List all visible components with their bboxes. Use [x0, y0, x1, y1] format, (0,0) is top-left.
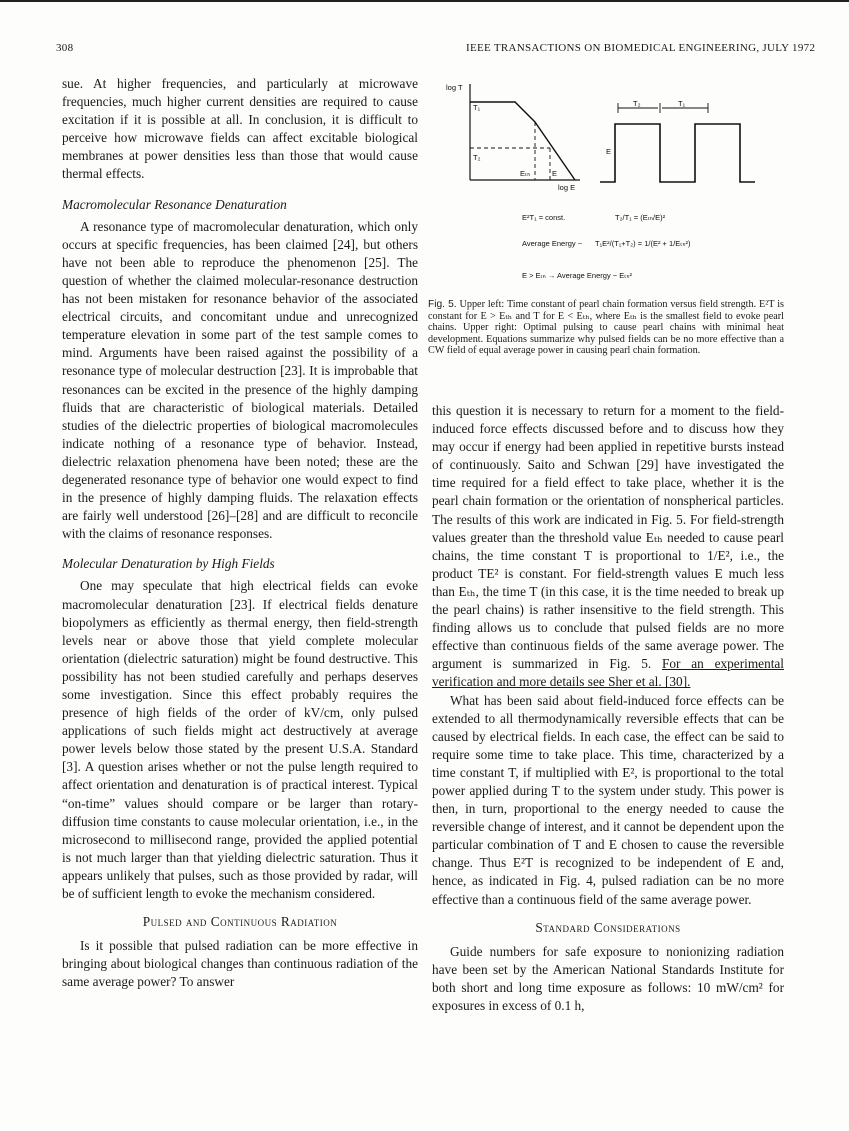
- right-column: [432, 402, 784, 1015]
- right-t1-label: T₁: [678, 99, 686, 108]
- left-plot-y-label: log T: [446, 83, 463, 92]
- figure-5-graphic: [440, 62, 790, 290]
- section-heading-resonance: Macromolecular Resonance Denaturation: [62, 196, 287, 212]
- equation-2-left: Average Energy ~: [522, 239, 583, 248]
- left-paragraph-1: sue. At higher frequencies, and particularly at microwave frequencies, much higher current densities are required to cause excitation if it is possible at all. In conclusion, it is difficult to perceive how microwave fields can affect excitable biological membranes at power densities less than those that would cause thermal effects.: [62, 76, 418, 182]
- top-border-rule: [0, 0, 849, 2]
- right-paragraph-1-text: this question it is necessary to return for a moment to the field-induced force effects discussed before and to discuss how they may occur if energy had been applied in repetitive bursts instead of continuously. Saito and Schwan [29] have investigated the time required for a field effect to take place, whether it is the pearl chain formation or the orientation of nonspherical particles. The results of this work are indicated in Fig. 5. For field-strength values greater than the threshold value Eₜₕ needed to cause pearl chains, the time constant T is proportional to 1/E², i.e., the product TE² is constant. For field-strength values E much less than Eₜₕ, the time T (in this case, it is the time needed to break up the pearl chains) is rather insensitive to the field strength. This finding allows us to conclude that pulsed fields are no more effective than continuous fields of the same average power. The argument is summarized in Fig. 5.: [432, 403, 784, 672]
- right-paragraph-2: What has been said about field-induced force effects can be extended to all thermodynamically reversible effects that can be caused by electrical fields. In each case, the effect can be said to require some time to take place. This time, characterized by a time constant T, if multiplied with E², is proportional to the total power applied during T to the system under study. This power is then, in turn, proportional to the energy needed to cause the reversible change of interest, and it cannot be dependent upon the particular combination of T and E chosen to cause the reversible change. Thus E²T is recognized to be independent of E and, hence, as indicated in Fig. 4, pulsed radiation can be no more effective than a continuous field of the same average power.: [432, 692, 784, 907]
- section-heading-high-fields: Molecular Denaturation by High Fields: [62, 556, 275, 572]
- right-t2-label: T₂: [633, 99, 641, 108]
- left-paragraph-3: One may speculate that high electrical fields can evoke macromolecular denaturation [23]. If electrical fields denature biopolymers as efficiently as thermal energy, then field-strength levels near or above those that yield complete molecular orientation (dielectric saturation) might be found destructive. This possibility has not been studied carefully and perhaps deserves some investigation. Since this effect probably requires the presence of high fields of the order of kV/cm, only pulsed applications of such fields might act destructively at average power levels below those stated by the present U.S.A. Standard [3]. A question arises whether or not the pulse length required to affect orientation and denaturation is of practical interest. Typical “on-time” values should compare or be larger than rotary-diffusion time constants to cause molecular orientation, i.e., in the microsecond to millisecond range, provided the applied potential is not much larger than that yielding dielectric saturation. Thus it appears unlikely that pulses, such as those provided by radar, will be of sufficient length to evoke the mechanism considered.: [62, 578, 418, 902]
- running-header: IEEE TRANSACTIONS ON BIOMEDICAL ENGINEERING, JULY 1972: [466, 42, 816, 54]
- underlined-reference-sentence: For an experimental verification and more details see Sher et al. [30].: [432, 656, 785, 690]
- section-heading-standard: Standard Considerations: [535, 919, 681, 935]
- section-heading-pulsed: Pulsed and Continuous Radiation: [142, 914, 338, 930]
- eth-label: Eₜₕ: [520, 169, 531, 178]
- right-e-label: E: [606, 147, 612, 156]
- left-column: [62, 75, 418, 992]
- pulse-train: [600, 124, 755, 182]
- equation-2-right: T₁E²/(T₁+T₂) = 1/(E² + 1/Eₜₕ²): [595, 239, 691, 248]
- t2-label: T₂: [473, 153, 481, 162]
- figure-5: [440, 62, 790, 290]
- e-label: E: [552, 169, 558, 178]
- equation-1-left: E²T₁ = const.: [522, 213, 566, 222]
- right-paragraph-3: Guide numbers for safe exposure to nonionizing radiation have been set by the American National Standards Institute for both short and long time exposure as follows: 10 mW/cm² for exposures in excess of 0.1 h,: [432, 943, 784, 1013]
- left-paragraph-4: Is it possible that pulsed radiation can be more effective in bringing about biological changes than continuous radiation of the same average power? To answer: [62, 938, 418, 990]
- equation-3: E > Eₜₕ → Average Energy ~ Eₜₕ²: [522, 271, 632, 280]
- caption-label: Fig. 5.: [428, 299, 457, 310]
- figure-5-caption: [428, 299, 784, 357]
- equation-1-right: T₂/T₁ = (Eₜₕ/E)²: [615, 213, 666, 222]
- left-plot-x-label: log E: [558, 183, 576, 192]
- t1-label: T₁: [473, 103, 481, 112]
- caption-text: Upper left: Time constant of pearl chain formation versus field strength. E²T is constant for E > Eₜₕ and T for E < Eₜₕ, where Eₜₕ is the smallest field to evoke pearl chains. Upper right: Optimal pulsing to cause pearl chains with minimal heat development. Equations summarize why pulsed fields can be no more effective than a CW field of equal average power in causing pearl chain formation.: [428, 299, 785, 357]
- left-paragraph-2: A resonance type of macromolecular denaturation, which only occurs at specific frequencies, has been claimed [24], but others have not been able to reproduce the phenomenon [25]. The question of whether the claimed molecular-resonance destruction has not been mistaken for resonance behavior of the associated electrical circuits, and concomitant undue and unrecognized temperature elevation in some part of the test sample comes to mind. Arguments have been raised against the possibility of a resonance type of molecular destruction [23]. It is improbable that resonances can be excited in the presence of the highly damping fluids that are characteristic of biological materials. Detailed studies of the dielectric properties of biological macromolecules indicate nothing of a resonance type of behavior. Instead, dielectric relaxation phenomena have been noted; these are the degenerated resonance type of behavior one would expect to find in the presence of highly damping fluids. The relaxation effects are fairly well understood [26]–[28] and are difficult to reconcile with the claims of resonance responses.: [62, 218, 418, 542]
- right-paragraph-1: [432, 402, 784, 692]
- page-number: 308: [56, 42, 74, 54]
